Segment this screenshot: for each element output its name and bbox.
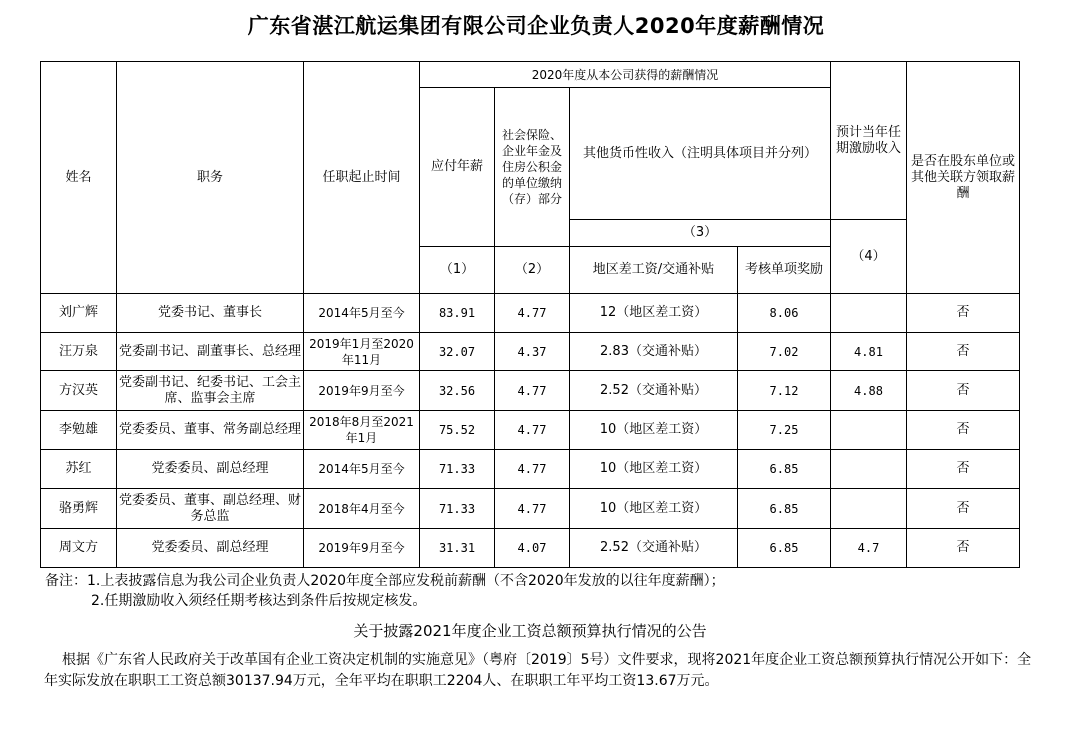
table-row xyxy=(41,411,1020,450)
cell-salary: 31.31 xyxy=(420,529,495,568)
announcement-title: 关于披露2021年度企业工资总额预算执行情况的公告 xyxy=(353,622,707,640)
cell-award: 6.85 xyxy=(738,529,831,568)
cell-insurance: 4.77 xyxy=(495,489,570,529)
header-insurance: 社会保险、企业年金及住房公积金的单位缴纳（存）部分 xyxy=(495,88,570,247)
cell-related: 否 xyxy=(907,371,1020,411)
cell-term: 2019年9月至今 xyxy=(304,529,420,568)
header-col2-number: （2） xyxy=(495,247,570,294)
table-row xyxy=(41,294,1020,333)
cell-name: 李勉雄 xyxy=(41,411,117,450)
cell-regional: 10（地区差工资） xyxy=(570,450,738,489)
cell-incentive: 4.7 xyxy=(831,529,907,568)
cell-name: 方汉英 xyxy=(41,371,117,411)
cell-insurance: 4.07 xyxy=(495,529,570,568)
header-col3-number: （3） xyxy=(570,220,831,247)
cell-salary: 75.52 xyxy=(420,411,495,450)
header-col4-number: （4） xyxy=(831,220,907,294)
cell-term: 2019年9月至今 xyxy=(304,371,420,411)
cell-incentive: 4.88 xyxy=(831,371,907,411)
cell-term: 2019年1月至2020年11月 xyxy=(304,333,420,371)
notes xyxy=(45,571,725,611)
cell-position: 党委副书记、副董事长、总经理 xyxy=(117,333,304,371)
cell-related: 否 xyxy=(907,294,1020,333)
note-line-1: 备注：1.上表披露信息为我公司企业负责人2020年度全部应发税前薪酬（不含2020年发放的以往年度薪酬）； xyxy=(45,573,725,589)
cell-incentive: 4.81 xyxy=(831,333,907,371)
cell-insurance: 4.77 xyxy=(495,371,570,411)
cell-insurance: 4.37 xyxy=(495,333,570,371)
cell-position: 党委委员、副总经理 xyxy=(117,450,304,489)
header-position: 职务 xyxy=(117,62,304,294)
header-related-party: 是否在股东单位或其他关联方领取薪酬 xyxy=(907,62,1020,294)
cell-name: 苏红 xyxy=(41,450,117,489)
document-title: 广东省湛江航运集团有限公司企业负责人2020年度薪酬情况 xyxy=(247,14,825,38)
header-name: 姓名 xyxy=(41,62,117,294)
cell-term: 2018年8月至2021年1月 xyxy=(304,411,420,450)
header-term: 任职起止时间 xyxy=(304,62,420,294)
cell-regional: 10（地区差工资） xyxy=(570,411,738,450)
cell-position: 党委委员、董事、副总经理、财务总监 xyxy=(117,489,304,529)
cell-award: 7.02 xyxy=(738,333,831,371)
note-line-2: 2.任期激励收入须经任期考核达到条件后按规定核发。 xyxy=(91,593,427,609)
header-salary: 应付年薪 xyxy=(420,88,495,247)
cell-term: 2018年4月至今 xyxy=(304,489,420,529)
cell-award: 6.85 xyxy=(738,450,831,489)
cell-name: 汪万泉 xyxy=(41,333,117,371)
table-row xyxy=(41,489,1020,529)
cell-position: 党委书记、董事长 xyxy=(117,294,304,333)
cell-regional: 2.83（交通补贴） xyxy=(570,333,738,371)
cell-insurance: 4.77 xyxy=(495,294,570,333)
table-row xyxy=(41,333,1020,371)
salary-table xyxy=(40,61,1020,568)
table-row xyxy=(41,371,1020,411)
cell-salary: 83.91 xyxy=(420,294,495,333)
cell-regional: 2.52（交通补贴） xyxy=(570,529,738,568)
cell-name: 周文方 xyxy=(41,529,117,568)
table-row xyxy=(41,450,1020,489)
cell-award: 6.85 xyxy=(738,489,831,529)
cell-incentive xyxy=(831,294,907,333)
cell-award: 7.25 xyxy=(738,411,831,450)
table-row xyxy=(41,529,1020,568)
cell-position: 党委委员、副总经理 xyxy=(117,529,304,568)
cell-salary: 32.56 xyxy=(420,371,495,411)
cell-salary: 32.07 xyxy=(420,333,495,371)
header-other-income: 其他货币性收入（注明具体项目并分列） xyxy=(570,88,831,220)
cell-award: 8.06 xyxy=(738,294,831,333)
cell-term: 2014年5月至今 xyxy=(304,294,420,333)
cell-position: 党委委员、董事、常务副总经理 xyxy=(117,411,304,450)
cell-name: 刘广辉 xyxy=(41,294,117,333)
header-incentive: 预计当年任期激励收入 xyxy=(831,62,907,220)
cell-incentive xyxy=(831,411,907,450)
cell-award: 7.12 xyxy=(738,371,831,411)
cell-regional: 10（地区差工资） xyxy=(570,489,738,529)
header-regional-allowance: 地区差工资/交通补贴 xyxy=(570,247,738,294)
cell-salary: 71.33 xyxy=(420,450,495,489)
cell-regional: 2.52（交通补贴） xyxy=(570,371,738,411)
cell-term: 2014年5月至今 xyxy=(304,450,420,489)
cell-insurance: 4.77 xyxy=(495,411,570,450)
cell-position: 党委副书记、纪委书记、工会主席、监事会主席 xyxy=(117,371,304,411)
cell-related: 否 xyxy=(907,489,1020,529)
header-pay-group: 2020年度从本公司获得的薪酬情况 xyxy=(420,62,831,88)
header-assessment-award: 考核单项奖励 xyxy=(738,247,831,294)
cell-incentive xyxy=(831,489,907,529)
cell-insurance: 4.77 xyxy=(495,450,570,489)
cell-related: 否 xyxy=(907,450,1020,489)
header-col1-number: （1） xyxy=(420,247,495,294)
cell-related: 否 xyxy=(907,529,1020,568)
announcement-body: 根据《广东省人民政府关于改革国有企业工资决定机制的实施意见》（粤府〔2019〕5号）文件要求，现将2021年度企业工资总额预算执行情况公开如下：全年实际发放在职职工工资总额30137.94万元，全年平均在职职工2204人、在职职工年平均工资13.67万元。 xyxy=(44,652,1032,689)
cell-related: 否 xyxy=(907,333,1020,371)
cell-related: 否 xyxy=(907,411,1020,450)
cell-incentive xyxy=(831,450,907,489)
cell-regional: 12（地区差工资） xyxy=(570,294,738,333)
cell-name: 骆勇辉 xyxy=(41,489,117,529)
cell-salary: 71.33 xyxy=(420,489,495,529)
